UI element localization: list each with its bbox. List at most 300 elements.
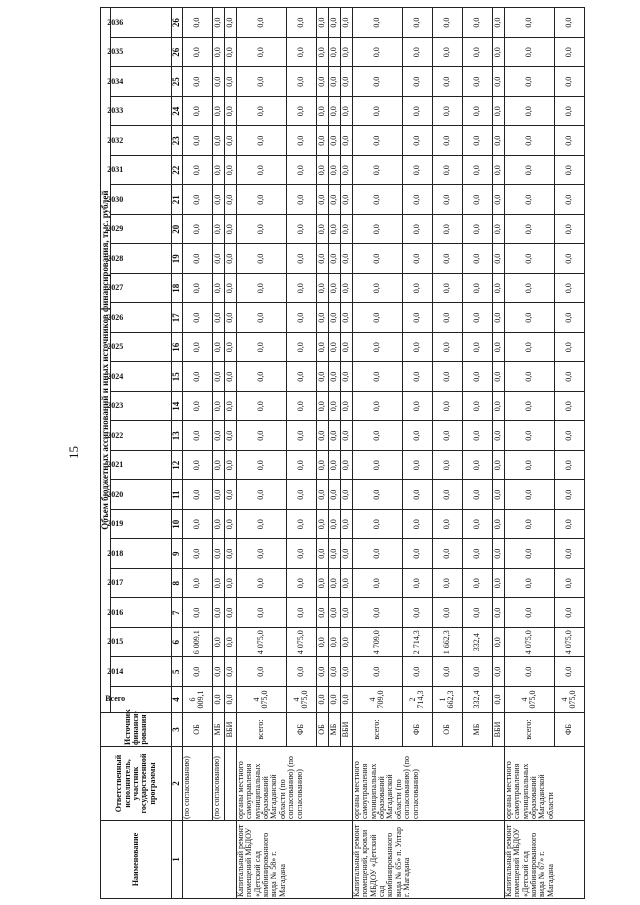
value-cell: 0,0 xyxy=(352,215,402,245)
value-cell: 0,0 xyxy=(316,8,328,38)
header-funding-title: Объем бюджетных ассигнований и иных источников финансирования, тыс. рублей xyxy=(101,8,111,713)
value-cell: 0,0 xyxy=(286,156,316,186)
value-cell: 0,0 xyxy=(224,303,236,333)
value-cell: 0,0 xyxy=(402,185,432,215)
value-cell: 0,0 xyxy=(504,274,554,304)
value-cell: 2 714,3 xyxy=(402,628,432,658)
value-cell: 0,0 xyxy=(182,392,212,422)
value-cell: 0,0 xyxy=(340,598,352,628)
value-cell: 0,0 xyxy=(286,480,316,510)
value-cell: 0,0 xyxy=(224,628,236,658)
executor-cell: органы местного самоуправления муниципальных образований Магаданской области xyxy=(504,747,584,821)
value-cell: 0,0 xyxy=(182,274,212,304)
value-cell: 0,0 xyxy=(224,156,236,186)
value-cell: 0,0 xyxy=(492,451,504,481)
value-cell: 0,0 xyxy=(224,126,236,156)
value-cell: 0,0 xyxy=(554,303,584,333)
column-number: 25 xyxy=(172,67,182,97)
value-cell: 0,0 xyxy=(328,539,340,569)
value-cell: 0,0 xyxy=(492,156,504,186)
value-cell: 0,0 xyxy=(352,333,402,363)
value-cell: 0,0 xyxy=(554,569,584,599)
value-cell: 0,0 xyxy=(554,67,584,97)
value-cell: 0,0 xyxy=(212,244,224,274)
value-cell: 0,0 xyxy=(402,451,432,481)
value-cell: 0,0 xyxy=(224,38,236,68)
total-cell: 0,0 xyxy=(328,687,340,713)
value-cell: 0,0 xyxy=(286,126,316,156)
value-cell: 0,0 xyxy=(224,392,236,422)
value-cell: 0,0 xyxy=(554,8,584,38)
value-cell: 0,0 xyxy=(328,244,340,274)
value-cell: 0,0 xyxy=(402,392,432,422)
column-number: 5 xyxy=(172,657,182,687)
value-cell: 0,0 xyxy=(236,126,286,156)
value-cell: 0,0 xyxy=(212,598,224,628)
table-row xyxy=(212,8,224,899)
header-name: Наименование xyxy=(101,821,172,899)
value-cell: 0,0 xyxy=(328,392,340,422)
value-cell: 0,0 xyxy=(236,657,286,687)
value-cell: 0,0 xyxy=(328,480,340,510)
header-year-label: 2020 xyxy=(107,489,124,499)
value-cell: 0,0 xyxy=(402,569,432,599)
value-cell: 0,0 xyxy=(212,333,224,363)
value-cell: 0,0 xyxy=(212,657,224,687)
column-number: 9 xyxy=(172,539,182,569)
value-cell: 0,0 xyxy=(212,185,224,215)
value-cell: 0,0 xyxy=(212,539,224,569)
value-cell: 0,0 xyxy=(352,67,402,97)
header-year-label: 2034 xyxy=(107,76,124,86)
value-cell: 0,0 xyxy=(492,362,504,392)
value-cell: 0,0 xyxy=(432,598,462,628)
value-cell: 0,0 xyxy=(316,598,328,628)
value-cell: 0,0 xyxy=(432,274,462,304)
value-cell: 0,0 xyxy=(462,569,492,599)
value-cell: 0,0 xyxy=(340,8,352,38)
value-cell: 0,0 xyxy=(286,244,316,274)
header-year xyxy=(107,628,172,658)
value-cell: 0,0 xyxy=(554,421,584,451)
value-cell: 0,0 xyxy=(492,126,504,156)
value-cell: 0,0 xyxy=(224,215,236,245)
value-cell: 4 075,0 xyxy=(554,628,584,658)
value-cell: 0,0 xyxy=(492,628,504,658)
source-cell: МБ xyxy=(212,713,224,747)
value-cell: 0,0 xyxy=(316,392,328,422)
total-cell: 0,0 xyxy=(316,687,328,713)
value-cell: 0,0 xyxy=(402,421,432,451)
value-cell: 0,0 xyxy=(182,126,212,156)
program-name-cell: Капитальный ремонт помещений МБДОУ «Детский сад комбинированного вида № 58» г. Магадана xyxy=(236,821,352,899)
value-cell: 0,0 xyxy=(224,598,236,628)
total-cell: 0,0 xyxy=(212,687,224,713)
value-cell: 0,0 xyxy=(236,421,286,451)
total-cell: 4 075,0 xyxy=(286,687,316,713)
value-cell: 0,0 xyxy=(328,451,340,481)
total-cell: 4 709,0 xyxy=(352,687,402,713)
value-cell: 0,0 xyxy=(462,156,492,186)
value-cell: 1 662,3 xyxy=(432,628,462,658)
header-year-label: 2018 xyxy=(107,548,124,558)
header-year-label: 2014 xyxy=(107,666,124,676)
value-cell: 0,0 xyxy=(402,510,432,540)
value-cell: 0,0 xyxy=(492,215,504,245)
value-cell: 0,0 xyxy=(432,510,462,540)
value-cell: 0,0 xyxy=(432,362,462,392)
value-cell: 0,0 xyxy=(286,185,316,215)
value-cell: 0,0 xyxy=(328,362,340,392)
value-cell: 0,0 xyxy=(352,539,402,569)
header-year-label: 2016 xyxy=(107,607,124,617)
value-cell: 0,0 xyxy=(504,156,554,186)
value-cell: 0,0 xyxy=(340,67,352,97)
value-cell: 0,0 xyxy=(182,67,212,97)
value-cell: 0,0 xyxy=(402,8,432,38)
column-number: 3 xyxy=(172,713,182,747)
total-cell: 6 009,1 xyxy=(182,687,212,713)
value-cell: 0,0 xyxy=(236,569,286,599)
value-cell: 0,0 xyxy=(328,274,340,304)
value-cell: 0,0 xyxy=(504,451,554,481)
value-cell: 0,0 xyxy=(504,185,554,215)
value-cell: 0,0 xyxy=(504,510,554,540)
value-cell: 0,0 xyxy=(316,274,328,304)
value-cell: 0,0 xyxy=(462,480,492,510)
value-cell: 0,0 xyxy=(554,480,584,510)
value-cell: 0,0 xyxy=(504,569,554,599)
value-cell: 0,0 xyxy=(316,244,328,274)
program-name-cell: Капитальный ремонт помещений МБДОУ «Детский сад комбинированного вида № 67» г. Магадана xyxy=(504,821,584,899)
value-cell: 0,0 xyxy=(492,421,504,451)
value-cell: 0,0 xyxy=(554,598,584,628)
value-cell: 0,0 xyxy=(212,156,224,186)
column-number: 20 xyxy=(172,215,182,245)
header-year xyxy=(107,156,172,186)
table-row xyxy=(182,8,212,899)
value-cell: 0,0 xyxy=(212,569,224,599)
value-cell: 4 709,0 xyxy=(352,628,402,658)
value-cell: 0,0 xyxy=(286,598,316,628)
value-cell: 0,0 xyxy=(212,67,224,97)
header-year-label: 2030 xyxy=(107,194,124,204)
value-cell: 0,0 xyxy=(554,274,584,304)
value-cell: 0,0 xyxy=(352,510,402,540)
value-cell: 0,0 xyxy=(432,421,462,451)
value-cell: 0,0 xyxy=(554,126,584,156)
value-cell: 6 009,1 xyxy=(182,628,212,658)
value-cell: 0,0 xyxy=(286,38,316,68)
value-cell: 0,0 xyxy=(316,569,328,599)
value-cell: 0,0 xyxy=(340,657,352,687)
total-cell: 4 075,0 xyxy=(554,687,584,713)
value-cell: 0,0 xyxy=(340,480,352,510)
header-year xyxy=(107,480,172,510)
value-cell: 0,0 xyxy=(224,480,236,510)
value-cell: 0,0 xyxy=(224,67,236,97)
header-year xyxy=(107,215,172,245)
value-cell: 0,0 xyxy=(504,392,554,422)
value-cell: 0,0 xyxy=(328,185,340,215)
value-cell: 0,0 xyxy=(224,274,236,304)
header-year xyxy=(107,392,172,422)
total-cell: 4 075,0 xyxy=(504,687,554,713)
value-cell: 0,0 xyxy=(236,67,286,97)
value-cell: 0,0 xyxy=(352,362,402,392)
value-cell: 4 075,0 xyxy=(236,628,286,658)
column-number: 13 xyxy=(172,421,182,451)
value-cell: 0,0 xyxy=(462,274,492,304)
value-cell: 0,0 xyxy=(352,303,402,333)
total-cell: 2 714,3 xyxy=(402,687,432,713)
total-cell: 1 662,3 xyxy=(432,687,462,713)
value-cell: 0,0 xyxy=(224,569,236,599)
value-cell: 0,0 xyxy=(492,303,504,333)
value-cell: 0,0 xyxy=(182,303,212,333)
value-cell: 0,0 xyxy=(328,156,340,186)
value-cell: 0,0 xyxy=(462,97,492,127)
value-cell: 0,0 xyxy=(432,38,462,68)
header-year-label: 2035 xyxy=(107,47,124,57)
value-cell: 0,0 xyxy=(492,657,504,687)
value-cell: 0,0 xyxy=(492,598,504,628)
value-cell: 0,0 xyxy=(462,303,492,333)
value-cell: 0,0 xyxy=(224,510,236,540)
value-cell: 0,0 xyxy=(286,97,316,127)
header-year-label: 2029 xyxy=(107,224,124,234)
value-cell: 0,0 xyxy=(432,244,462,274)
value-cell: 0,0 xyxy=(316,539,328,569)
value-cell: 0,0 xyxy=(212,480,224,510)
value-cell: 0,0 xyxy=(432,67,462,97)
value-cell: 0,0 xyxy=(462,126,492,156)
column-number: 6 xyxy=(172,628,182,658)
executor-cell xyxy=(224,747,236,821)
value-cell: 0,0 xyxy=(340,333,352,363)
value-cell: 0,0 xyxy=(224,8,236,38)
value-cell: 0,0 xyxy=(212,451,224,481)
column-number: 11 xyxy=(172,480,182,510)
total-cell: 0,0 xyxy=(224,687,236,713)
header-year xyxy=(107,67,172,97)
table-row xyxy=(352,8,402,899)
value-cell: 0,0 xyxy=(492,67,504,97)
header-year xyxy=(107,510,172,540)
header-year xyxy=(107,569,172,599)
value-cell: 0,0 xyxy=(224,362,236,392)
column-number: 10 xyxy=(172,510,182,540)
value-cell: 0,0 xyxy=(352,421,402,451)
value-cell: 0,0 xyxy=(286,333,316,363)
value-cell: 0,0 xyxy=(212,38,224,68)
program-name-cell xyxy=(182,821,236,899)
value-cell: 0,0 xyxy=(328,126,340,156)
header-year xyxy=(107,8,172,38)
source-cell: МБ xyxy=(462,713,492,747)
header-year xyxy=(107,244,172,274)
value-cell: 0,0 xyxy=(212,97,224,127)
value-cell: 0,0 xyxy=(554,539,584,569)
column-number: 14 xyxy=(172,392,182,422)
value-cell: 0,0 xyxy=(236,362,286,392)
value-cell: 0,0 xyxy=(286,657,316,687)
header-year-label: 2015 xyxy=(107,637,124,647)
value-cell: 0,0 xyxy=(432,480,462,510)
source-cell: ВБИ xyxy=(492,713,504,747)
column-number: 4 xyxy=(172,687,182,713)
value-cell: 0,0 xyxy=(286,451,316,481)
value-cell: 0,0 xyxy=(492,97,504,127)
value-cell: 0,0 xyxy=(462,185,492,215)
value-cell: 0,0 xyxy=(286,8,316,38)
value-cell: 0,0 xyxy=(462,657,492,687)
value-cell: 0,0 xyxy=(402,38,432,68)
value-cell: 0,0 xyxy=(492,274,504,304)
value-cell: 0,0 xyxy=(286,510,316,540)
value-cell: 0,0 xyxy=(236,97,286,127)
column-number: 2 xyxy=(172,747,182,821)
value-cell: 0,0 xyxy=(504,480,554,510)
value-cell: 0,0 xyxy=(286,392,316,422)
total-cell: 332,4 xyxy=(462,687,492,713)
header-year xyxy=(107,333,172,363)
column-number: 19 xyxy=(172,244,182,274)
value-cell: 0,0 xyxy=(212,362,224,392)
value-cell: 0,0 xyxy=(432,97,462,127)
header-year xyxy=(107,185,172,215)
value-cell: 0,0 xyxy=(212,126,224,156)
source-cell: всего: xyxy=(352,713,402,747)
column-number: 12 xyxy=(172,451,182,481)
source-cell: ФБ xyxy=(554,713,584,747)
column-number: 21 xyxy=(172,185,182,215)
value-cell: 0,0 xyxy=(462,362,492,392)
value-cell: 0,0 xyxy=(182,362,212,392)
header-year-label: 2028 xyxy=(107,253,124,263)
source-cell: ОБ xyxy=(432,713,462,747)
value-cell: 0,0 xyxy=(286,569,316,599)
value-cell: 0,0 xyxy=(340,303,352,333)
value-cell: 0,0 xyxy=(182,569,212,599)
column-number: 8 xyxy=(172,569,182,599)
value-cell: 0,0 xyxy=(504,303,554,333)
value-cell: 0,0 xyxy=(504,38,554,68)
header-numbers-row xyxy=(172,8,182,899)
value-cell: 0,0 xyxy=(236,303,286,333)
value-cell: 0,0 xyxy=(236,156,286,186)
value-cell: 0,0 xyxy=(316,215,328,245)
value-cell: 0,0 xyxy=(212,303,224,333)
value-cell: 0,0 xyxy=(352,657,402,687)
value-cell: 0,0 xyxy=(402,303,432,333)
value-cell: 0,0 xyxy=(432,392,462,422)
value-cell: 0,0 xyxy=(182,38,212,68)
source-cell: ВБИ xyxy=(340,713,352,747)
value-cell: 0,0 xyxy=(402,539,432,569)
value-cell: 0,0 xyxy=(328,657,340,687)
value-cell: 0,0 xyxy=(224,421,236,451)
value-cell: 0,0 xyxy=(340,510,352,540)
value-cell: 0,0 xyxy=(316,38,328,68)
header-year-label: 2032 xyxy=(107,135,124,145)
value-cell: 0,0 xyxy=(182,333,212,363)
value-cell: 0,0 xyxy=(492,185,504,215)
header-source: Источник финанси-рования xyxy=(101,713,172,747)
program-name-cell: Капитальный ремонт помещений, кровли МБДОУ «Детский сад комбинированного вида № 65» п. Уптар г. Магадана xyxy=(352,821,504,899)
value-cell: 0,0 xyxy=(492,539,504,569)
value-cell: 0,0 xyxy=(492,480,504,510)
value-cell: 0,0 xyxy=(554,97,584,127)
header-year-label: 2031 xyxy=(107,165,124,175)
value-cell: 0,0 xyxy=(182,451,212,481)
value-cell: 0,0 xyxy=(340,628,352,658)
value-cell: 0,0 xyxy=(554,362,584,392)
value-cell: 0,0 xyxy=(402,657,432,687)
value-cell: 0,0 xyxy=(328,569,340,599)
header-year xyxy=(107,274,172,304)
value-cell: 0,0 xyxy=(182,510,212,540)
value-cell: 0,0 xyxy=(236,274,286,304)
header-year xyxy=(107,303,172,333)
value-cell: 0,0 xyxy=(182,598,212,628)
value-cell: 0,0 xyxy=(462,8,492,38)
value-cell: 0,0 xyxy=(402,480,432,510)
value-cell: 0,0 xyxy=(340,569,352,599)
value-cell: 0,0 xyxy=(236,539,286,569)
value-cell: 0,0 xyxy=(554,451,584,481)
value-cell: 0,0 xyxy=(554,156,584,186)
header-year-label: 2017 xyxy=(107,578,124,588)
value-cell: 0,0 xyxy=(554,244,584,274)
table-row xyxy=(504,8,554,899)
header-year-label: 2036 xyxy=(107,17,124,27)
source-cell: ФБ xyxy=(402,713,432,747)
column-number: 23 xyxy=(172,126,182,156)
value-cell: 0,0 xyxy=(492,244,504,274)
column-number: 1 xyxy=(172,821,182,899)
value-cell: 0,0 xyxy=(504,539,554,569)
value-cell: 0,0 xyxy=(316,126,328,156)
value-cell: 0,0 xyxy=(340,97,352,127)
source-cell: всего: xyxy=(504,713,554,747)
value-cell: 0,0 xyxy=(352,156,402,186)
value-cell: 0,0 xyxy=(328,8,340,38)
value-cell: 0,0 xyxy=(432,126,462,156)
value-cell: 0,0 xyxy=(340,244,352,274)
value-cell: 0,0 xyxy=(352,274,402,304)
value-cell: 0,0 xyxy=(286,215,316,245)
value-cell: 0,0 xyxy=(182,8,212,38)
value-cell: 0,0 xyxy=(236,392,286,422)
header-total xyxy=(105,687,172,713)
value-cell: 0,0 xyxy=(316,97,328,127)
column-number: 16 xyxy=(172,333,182,363)
value-cell: 0,0 xyxy=(462,451,492,481)
table-row xyxy=(236,8,286,899)
source-cell: всего: xyxy=(236,713,286,747)
value-cell: 0,0 xyxy=(236,244,286,274)
value-cell: 0,0 xyxy=(316,480,328,510)
value-cell: 0,0 xyxy=(212,510,224,540)
value-cell: 0,0 xyxy=(492,333,504,363)
header-executor: Ответственный исполнитель, участник государственной программы xyxy=(101,747,172,821)
value-cell: 0,0 xyxy=(352,480,402,510)
value-cell: 0,0 xyxy=(236,8,286,38)
value-cell: 0,0 xyxy=(462,421,492,451)
header-year xyxy=(107,421,172,451)
total-cell: 4 075,0 xyxy=(236,687,286,713)
